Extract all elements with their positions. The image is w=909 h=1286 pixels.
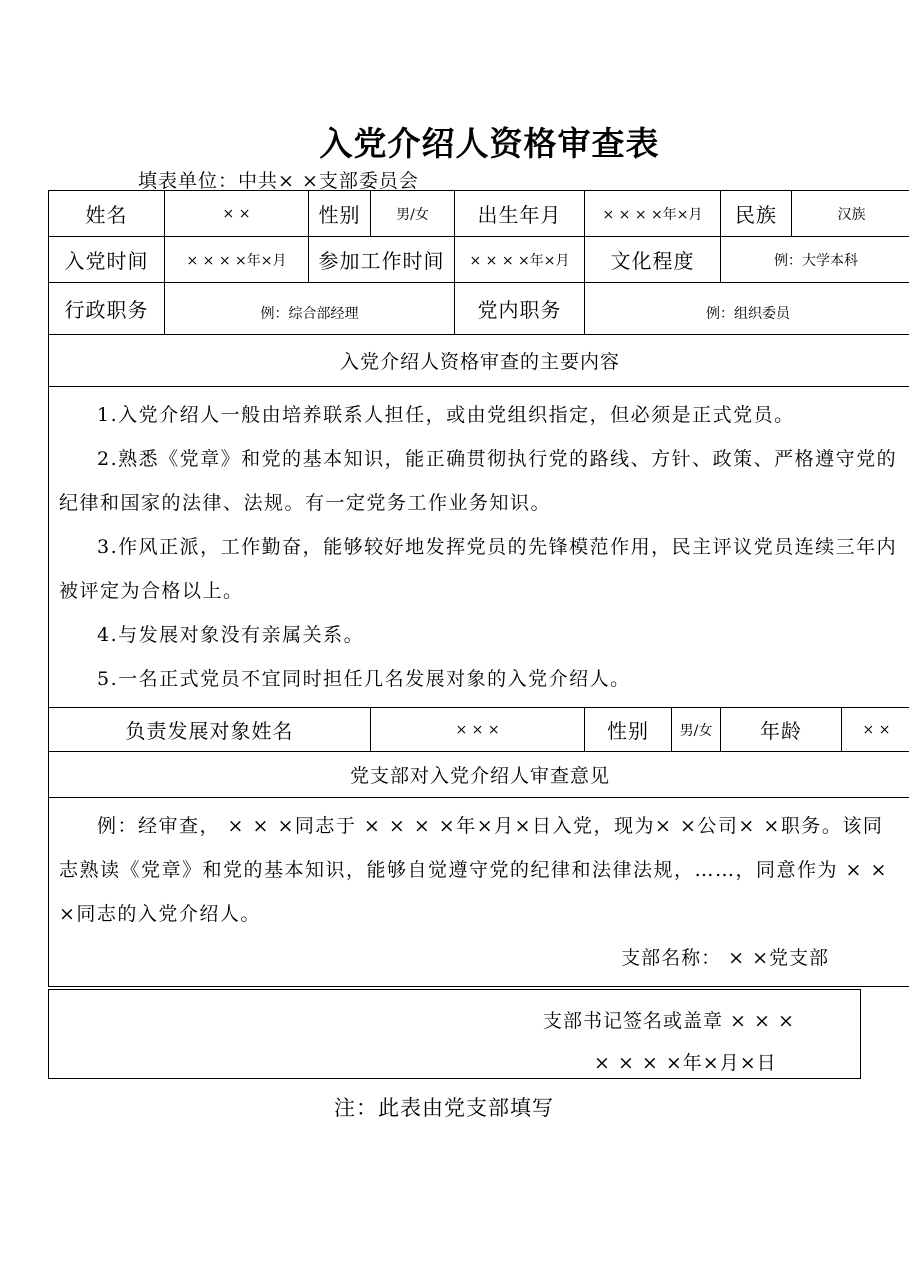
join-time-value[interactable]: × × × ×年×月	[165, 237, 309, 283]
review-form-table	[48, 190, 909, 987]
signature-date[interactable]: × × × ×年×月×日	[594, 1052, 777, 1074]
target-age-value[interactable]: × ×	[842, 708, 909, 752]
secretary-signature[interactable]: 支部书记签名或盖章 × × ×	[543, 1010, 795, 1032]
work-time-label: 参加工作时间	[309, 237, 455, 283]
requirement-item: 3.作风正派，工作勤奋，能够较好地发挥党员的先锋模范作用，民主评议党员连续三年内被评定为合格以上。	[59, 536, 898, 602]
admin-position-value[interactable]: 例：综合部经理	[165, 283, 455, 335]
target-gender-label: 性别	[585, 708, 672, 752]
requirement-item: 5.一名正式党员不宜同时担任几名发展对象的入党介绍人。	[97, 668, 631, 690]
row-basic-info	[49, 191, 909, 237]
row-join-info	[49, 237, 909, 283]
target-gender-value[interactable]: 男/女	[672, 708, 721, 752]
requirement-item: 2.熟悉《党章》和党的基本知识，能正确贯彻执行党的路线、方针、政策、严格遵守党的纪律和国家的法律、法规。有一定党务工作业务知识。	[59, 448, 898, 514]
target-age-label: 年龄	[721, 708, 842, 752]
row-section1-title	[49, 335, 909, 387]
admin-position-label: 行政职务	[49, 283, 165, 335]
work-time-value[interactable]: × × × ×年×月	[455, 237, 585, 283]
birth-value[interactable]: × × × ×年×月	[585, 191, 721, 237]
birth-label: 出生年月	[455, 191, 585, 237]
row-target-info	[49, 708, 909, 752]
gender-label: 性别	[309, 191, 371, 237]
name-value[interactable]: × ×	[165, 191, 309, 237]
fill-unit: 填表单位：中共× ×支部委员会	[138, 170, 419, 192]
ethnic-label: 民族	[721, 191, 792, 237]
education-label: 文化程度	[585, 237, 721, 283]
opinion-cell[interactable]	[49, 798, 909, 987]
opinion-text: 例：经审查， × × ×同志于 × × × ×年×月×日入党，现为× ×公司× ×职务。该同志熟读《党章》和党的基本知识，能够自觉遵守党的纪律和法律法规，……，同意作为 × × ×同志的入党介绍人。	[59, 815, 888, 925]
education-value[interactable]: 例：大学本科	[721, 237, 909, 283]
footnote: 注：此表由党支部填写	[334, 1096, 554, 1120]
party-position-label: 党内职务	[455, 283, 585, 335]
target-name-value[interactable]: × × ×	[371, 708, 585, 752]
party-position-value[interactable]: 例：组织委员	[585, 283, 909, 335]
ethnic-value[interactable]: 汉族	[792, 191, 909, 237]
requirement-item: 1.入党介绍人一般由培养联系人担任，或由党组织指定，但必须是正式党员。	[97, 404, 795, 426]
name-label: 姓名	[49, 191, 165, 237]
row-position-info	[49, 283, 909, 335]
form-title: 入党介绍人资格审查表	[319, 124, 660, 163]
branch-name: 支部名称： × ×党支部	[621, 947, 830, 969]
opinion-title: 党支部对入党介绍人审查意见	[49, 752, 909, 798]
join-time-label: 入党时间	[49, 237, 165, 283]
gender-value[interactable]: 男/女	[371, 191, 455, 237]
requirement-item: 4.与发展对象没有亲属关系。	[97, 624, 365, 646]
row-opinion	[49, 798, 909, 987]
signature-box	[48, 989, 861, 1079]
target-name-label: 负责发展对象姓名	[49, 708, 371, 752]
requirements-list	[49, 387, 909, 708]
row-requirements	[49, 387, 909, 708]
requirements-title: 入党介绍人资格审查的主要内容	[49, 335, 909, 387]
row-section2-title	[49, 752, 909, 798]
